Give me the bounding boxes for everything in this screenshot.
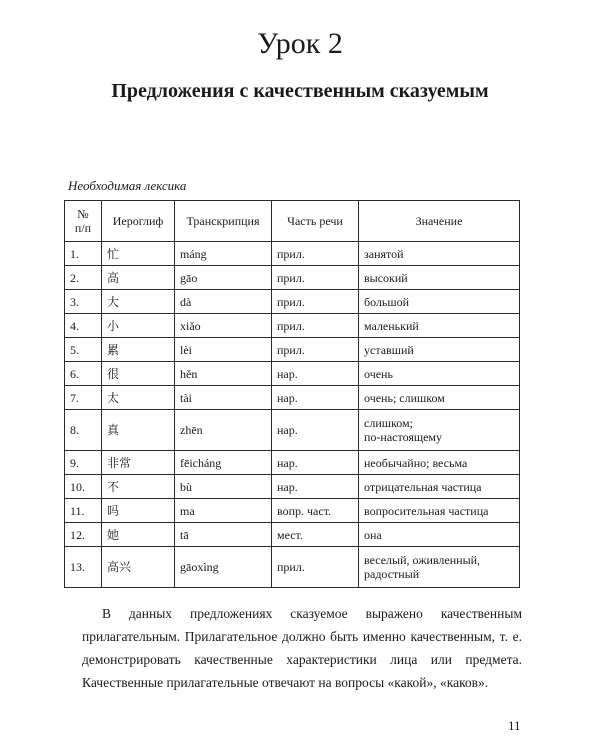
cell-hieroglyph: 高 <box>102 266 175 290</box>
cell-meaning: большой <box>359 290 520 314</box>
cell-transcription: tā <box>175 523 272 547</box>
page-number: 11 <box>508 718 521 733</box>
cell-hieroglyph: 真 <box>102 410 175 451</box>
cell-pos: нар. <box>272 362 359 386</box>
cell-hieroglyph: 高兴 <box>102 547 175 588</box>
cell-hieroglyph: 很 <box>102 362 175 386</box>
cell-hieroglyph: 吗 <box>102 499 175 523</box>
table-row <box>65 410 520 451</box>
cell-transcription: ma <box>175 499 272 523</box>
cell-num: 4. <box>65 314 102 338</box>
cell-num: 9. <box>65 451 102 475</box>
table-header-row <box>65 201 520 242</box>
col-header-num-sign: № <box>77 207 89 221</box>
cell-transcription: lèi <box>175 338 272 362</box>
table-row <box>65 242 520 266</box>
vocab-caption: Необходимая лексика <box>68 178 187 193</box>
cell-meaning: вопросительная частица <box>359 499 520 523</box>
col-header-num-abbr: п/п <box>74 221 92 235</box>
table-row <box>65 314 520 338</box>
col-header-hieroglyph: Иероглиф <box>102 201 175 242</box>
table-row <box>65 386 520 410</box>
cell-pos: нар. <box>272 451 359 475</box>
table-row <box>65 523 520 547</box>
cell-hieroglyph: 小 <box>102 314 175 338</box>
cell-meaning <box>359 547 520 588</box>
table-row <box>65 290 520 314</box>
cell-transcription: máng <box>175 242 272 266</box>
cell-num: 6. <box>65 362 102 386</box>
cell-num: 12. <box>65 523 102 547</box>
col-header-pos: Часть речи <box>272 201 359 242</box>
page-subtitle: Предложения с качественным сказуемым <box>111 80 489 102</box>
cell-transcription: fēicháng <box>175 451 272 475</box>
cell-pos: нар. <box>272 410 359 451</box>
cell-transcription: dà <box>175 290 272 314</box>
cell-transcription: xiǎo <box>175 314 272 338</box>
cell-num: 10. <box>65 475 102 499</box>
cell-meaning-line: слишком; <box>364 416 413 430</box>
cell-meaning: отрицательная частица <box>359 475 520 499</box>
cell-hieroglyph: 太 <box>102 386 175 410</box>
table-row <box>65 338 520 362</box>
cell-meaning-line: веселый, оживленный, <box>364 553 481 567</box>
cell-pos: мест. <box>272 523 359 547</box>
cell-hieroglyph: 不 <box>102 475 175 499</box>
cell-transcription: bù <box>175 475 272 499</box>
cell-hieroglyph: 大 <box>102 290 175 314</box>
table-row <box>65 451 520 475</box>
cell-transcription: hěn <box>175 362 272 386</box>
vocab-table <box>64 200 520 588</box>
cell-meaning: занятой <box>359 242 520 266</box>
cell-meaning: очень <box>359 362 520 386</box>
cell-pos: прил. <box>272 290 359 314</box>
cell-pos: нар. <box>272 386 359 410</box>
cell-num: 7. <box>65 386 102 410</box>
cell-transcription: zhēn <box>175 410 272 451</box>
cell-transcription: gāoxìng <box>175 547 272 588</box>
cell-pos: прил. <box>272 242 359 266</box>
col-header-num <box>65 201 102 242</box>
cell-meaning-line: радостный <box>364 567 420 581</box>
cell-pos: нар. <box>272 475 359 499</box>
cell-meaning-line: по-настоящему <box>364 430 443 444</box>
cell-hieroglyph: 累 <box>102 338 175 362</box>
cell-meaning: она <box>359 523 520 547</box>
cell-pos: прил. <box>272 314 359 338</box>
cell-num: 11. <box>65 499 102 523</box>
cell-transcription: gāo <box>175 266 272 290</box>
col-header-transcription: Транскрипция <box>175 201 272 242</box>
cell-hieroglyph: 她 <box>102 523 175 547</box>
cell-meaning: очень; слишком <box>359 386 520 410</box>
cell-pos: прил. <box>272 338 359 362</box>
cell-meaning <box>359 410 520 451</box>
cell-num: 2. <box>65 266 102 290</box>
cell-num: 8. <box>65 410 102 451</box>
cell-meaning: маленький <box>359 314 520 338</box>
explanation-paragraph: В данных предложениях сказуемое выражено качественным прилагательным. Прилагательное должно быть именно качественным, т. е. демонстрировать качественные характеристики лица или предмета. Качественные прилагательные отвечают на вопросы «какой», «каков». <box>82 606 522 690</box>
cell-num: 3. <box>65 290 102 314</box>
cell-num: 1. <box>65 242 102 266</box>
table-row <box>65 266 520 290</box>
col-header-meaning: Значение <box>359 201 520 242</box>
cell-num: 13. <box>65 547 102 588</box>
cell-pos: вопр. част. <box>272 499 359 523</box>
cell-hieroglyph: 非常 <box>102 451 175 475</box>
table-row <box>65 475 520 499</box>
table-row <box>65 499 520 523</box>
page-title: Урок 2 <box>257 27 343 60</box>
cell-meaning: высокий <box>359 266 520 290</box>
cell-transcription: tài <box>175 386 272 410</box>
table-row <box>65 547 520 588</box>
cell-pos: прил. <box>272 266 359 290</box>
cell-pos: прил. <box>272 547 359 588</box>
cell-meaning: необычайно; весьма <box>359 451 520 475</box>
cell-meaning: уставший <box>359 338 520 362</box>
cell-hieroglyph: 忙 <box>102 242 175 266</box>
cell-num: 5. <box>65 338 102 362</box>
table-row <box>65 362 520 386</box>
